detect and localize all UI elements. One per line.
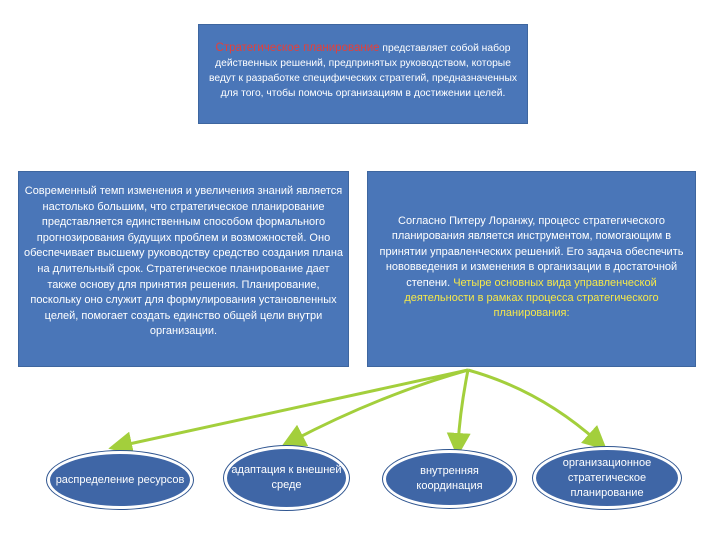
four-activities-text: Четыре основных вида управленческой деятельности в рамках процесса стратегического планирования: [404,276,659,320]
oval-environment-adaptation [224,446,349,510]
oval-resource-allocation [47,451,193,509]
arrow-to-internal-coordination [458,370,468,445]
oval-label: адаптация к внешней среде [231,464,342,491]
oval-org-strategic-planning [533,447,681,509]
lorange-process-box [367,171,696,367]
planning-importance-text: Современный темп изменения и увеличения знаний является настолько большим, что стратегическое планирование представляется единственным способом формального прогнозирования будущих проблем и возможностей. Оно обеспечивает высшему руководству средство создания плана на длительный срок. Стратегическое планирование дает также основу для принятия решения. Планирование, поскольку оно служит для формулирования установленных целей, помогает создать единство общей цели внутри организации. [23,185,344,338]
oval-label: внутренняя координация [416,465,483,492]
oval-label: распределение ресурсов [55,473,185,486]
definition-term: Стратегическое планирование [215,42,380,54]
arrow-to-resource-allocation [120,370,468,446]
arrow-to-environment-adaptation [292,370,468,441]
planning-importance-box [18,171,349,367]
oval-internal-coordination [383,450,516,508]
definition-text: представляет собой набор действенных решений, предпринятых руководством, которые ведут к разработке специфических стратегий, предназначенных для того, чтобы помочь организациям в достижении целей. [208,43,518,99]
oval-label: организационное стратегическое планирование [562,456,652,499]
definition-box [198,24,528,124]
lorange-process-text: Согласно Питеру Лоранжу, процесс стратегического планирования является инструментом, помогающим в принятии управленческих решений. Его задача обеспечить нововведения и изменения в организации в достаточной степени. [379,215,684,289]
arrow-to-org-strategic-planning [468,370,598,442]
